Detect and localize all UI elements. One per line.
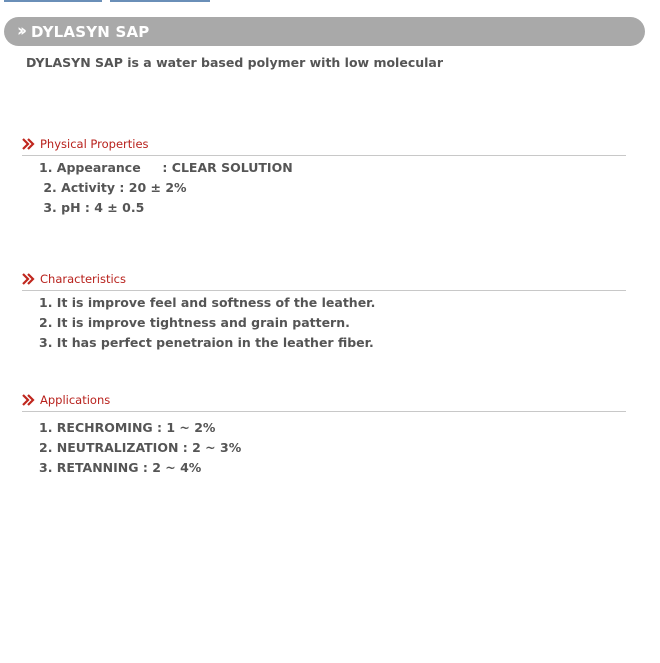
list-item: 1. Appearance : CLEAR SOLUTION xyxy=(39,160,293,175)
list-item: 1. It is improve feel and softness of the leather. xyxy=(39,295,376,310)
section-header xyxy=(22,392,626,412)
section-applications xyxy=(22,392,626,478)
list-item: 2. Activity : 20 ± 2% xyxy=(39,180,187,195)
section-physical-properties xyxy=(22,136,626,218)
section-title: Characteristics xyxy=(40,271,126,286)
red-double-chevron-right-icon xyxy=(22,273,36,285)
section-header xyxy=(22,136,626,156)
list-item: 3. It has perfect penetraion in the leather fiber. xyxy=(39,335,374,350)
list-item: 2. It is improve tightness and grain pattern. xyxy=(39,315,350,330)
red-double-chevron-right-icon xyxy=(22,138,36,150)
section-title: Physical Properties xyxy=(40,136,149,151)
product-intro: DYLASYN SAP is a water based polymer with low molecular xyxy=(26,55,444,70)
list-item: 3. pH : 4 ± 0.5 xyxy=(39,200,145,215)
top-tab-2[interactable] xyxy=(110,0,210,2)
list-item: 1. RECHROMING : 1 ~ 2% xyxy=(39,420,216,435)
physical-properties-list xyxy=(39,158,626,218)
double-chevron-right-icon: ›› xyxy=(17,21,24,41)
list-item: 3. RETANNING : 2 ~ 4% xyxy=(39,460,202,475)
section-header xyxy=(22,271,626,291)
applications-list xyxy=(39,418,626,478)
section-title: Applications xyxy=(40,392,111,407)
top-tab-1[interactable] xyxy=(4,0,102,2)
red-double-chevron-right-icon xyxy=(22,394,36,406)
section-characteristics xyxy=(22,271,626,353)
page-title: DYLASYN SAP xyxy=(31,22,150,41)
title-bar xyxy=(4,17,645,46)
top-tabs xyxy=(0,0,220,3)
list-item: 2. NEUTRALIZATION : 2 ~ 3% xyxy=(39,440,242,455)
characteristics-list xyxy=(39,293,626,353)
